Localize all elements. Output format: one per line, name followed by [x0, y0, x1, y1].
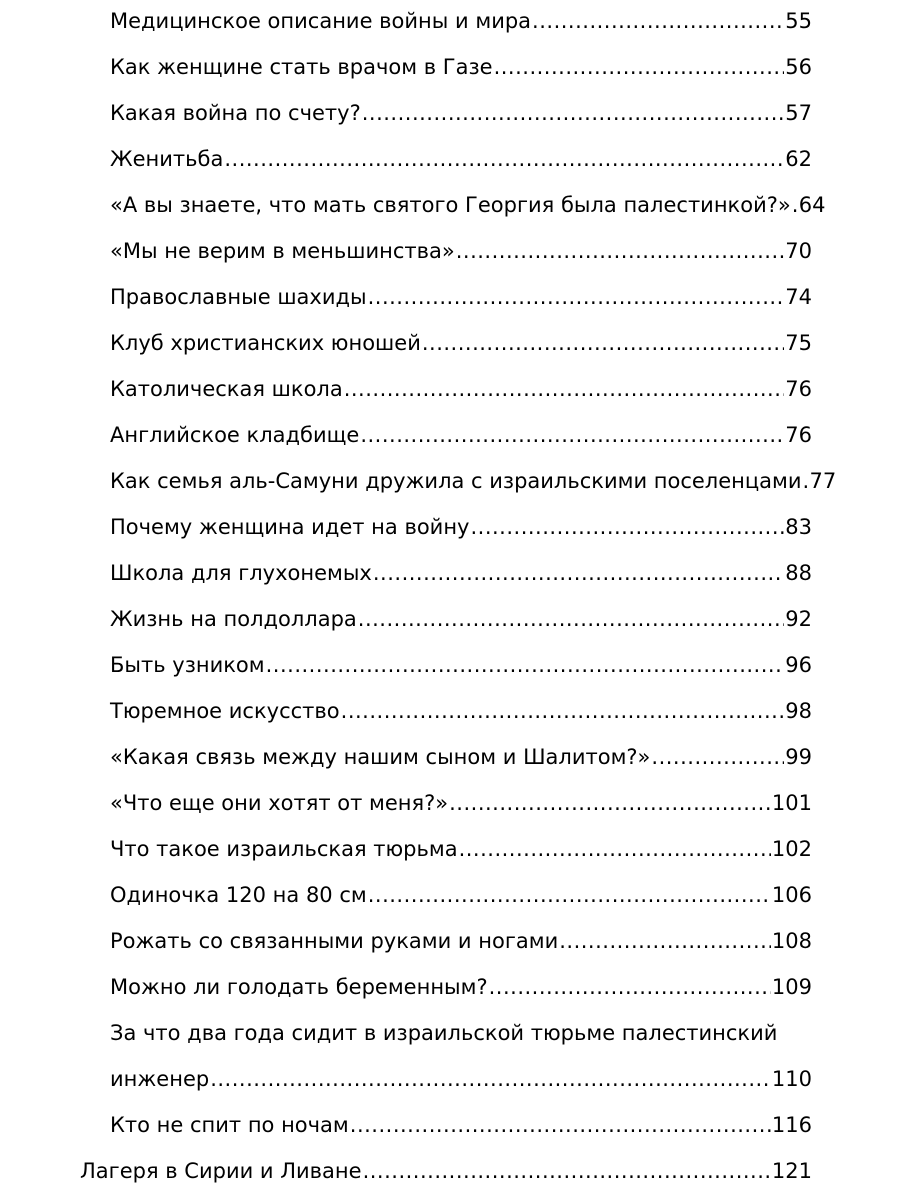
- dot-leader: [532, 6, 784, 36]
- toc-entry-title: За что два года сидит в израильской тюрьме палестинский: [110, 1021, 778, 1045]
- toc-entry-page: 57: [785, 101, 812, 125]
- dot-leader: [422, 328, 784, 358]
- dot-leader: [803, 466, 809, 496]
- toc-entry[interactable]: [110, 144, 812, 174]
- toc-entry-page: 76: [785, 423, 812, 447]
- toc-entry-title: «Мы не верим в меньшинства»: [110, 239, 455, 263]
- toc-entry-title: Рожать со связанными руками и ногами: [110, 929, 559, 953]
- toc-entry[interactable]: [110, 420, 812, 450]
- toc-entry-page: 106: [771, 883, 812, 907]
- dot-leader: [368, 282, 785, 312]
- toc-entry-page: 76: [785, 377, 812, 401]
- toc-entry-page: 92: [785, 607, 812, 631]
- toc-entry-title: «Что еще они хотят от меня?»: [110, 791, 449, 815]
- dot-leader: [651, 742, 784, 772]
- toc-entry[interactable]: [110, 52, 812, 82]
- toc-entry-title: Клуб христианских юношей: [110, 331, 421, 355]
- dot-leader: [363, 1156, 771, 1186]
- toc-section-page: 121: [771, 1159, 812, 1183]
- toc-entry-title: Почему женщина идет на войну: [110, 515, 470, 539]
- dot-leader: [792, 190, 798, 220]
- toc-entry[interactable]: [110, 604, 812, 634]
- dot-leader: [358, 604, 784, 634]
- toc-entry-page: 75: [785, 331, 812, 355]
- toc-entry-title: Медицинское описание войны и мира: [110, 9, 532, 33]
- toc-entry-title: Кто не спит по ночам: [110, 1113, 349, 1137]
- dot-leader: [459, 834, 771, 864]
- toc-entry[interactable]: [110, 972, 812, 1002]
- dot-leader: [449, 788, 771, 818]
- toc-entry-title: Что такое израильская тюрьма: [110, 837, 458, 861]
- toc-entry[interactable]: [110, 328, 812, 358]
- toc-entry-title: Православные шахиды: [110, 285, 367, 309]
- dot-leader: [350, 1110, 771, 1140]
- toc-entry-page: 64: [798, 193, 826, 217]
- toc-entry-continuation[interactable]: [110, 1064, 812, 1094]
- toc-entry[interactable]: [110, 282, 812, 312]
- dot-leader: [559, 926, 771, 956]
- toc-entry[interactable]: [110, 880, 812, 910]
- dot-leader: [489, 972, 771, 1002]
- dot-leader: [456, 236, 785, 266]
- toc-entry-page: 109: [771, 975, 812, 999]
- toc-entry[interactable]: [110, 558, 812, 588]
- toc-entry-page: 102: [771, 837, 812, 861]
- toc-entry-title: Тюремное искусство: [110, 699, 340, 723]
- toc-entry-title: Английское кладбище: [110, 423, 360, 447]
- toc-entry-title: Жизнь на полдоллара: [110, 607, 357, 631]
- toc-section-entry[interactable]: [80, 1156, 812, 1186]
- toc-entry-page: 74: [785, 285, 812, 309]
- toc-entry[interactable]: [110, 190, 826, 220]
- toc-entry-page: 77: [809, 469, 837, 493]
- toc-entry[interactable]: [110, 1110, 812, 1140]
- dot-leader: [470, 512, 784, 542]
- dot-leader: [224, 144, 784, 174]
- toc-entry-title: Как женщине стать врачом в Газе: [110, 55, 493, 79]
- toc-entry[interactable]: [110, 98, 812, 128]
- dot-leader: [368, 880, 771, 910]
- toc-entry-page: 96: [785, 653, 812, 677]
- dot-leader: [373, 558, 784, 588]
- toc-entry[interactable]: [110, 466, 837, 496]
- toc-entry-page: 88: [785, 561, 812, 585]
- toc-entry[interactable]: [110, 926, 812, 956]
- toc-entry-title: инженер: [110, 1067, 210, 1091]
- toc-entry[interactable]: [110, 6, 812, 36]
- toc-entry-title: Одиночка 120 на 80 см: [110, 883, 367, 907]
- toc-entry-page: 116: [771, 1113, 812, 1137]
- toc-entry[interactable]: [110, 696, 812, 726]
- dot-leader: [494, 52, 785, 82]
- dot-leader: [344, 374, 785, 404]
- dot-leader: [362, 98, 785, 128]
- toc-entry-title: Можно ли голодать беременным?: [110, 975, 488, 999]
- dot-leader: [210, 1064, 771, 1094]
- toc-entry-page: 99: [785, 745, 812, 769]
- dot-leader: [360, 420, 784, 450]
- toc-entry-page: 83: [785, 515, 812, 539]
- dot-leader: [266, 650, 785, 680]
- toc-entry[interactable]: [110, 834, 812, 864]
- toc-entry-title: Школа для глухонемых: [110, 561, 372, 585]
- toc-entry-title: Католическая школа: [110, 377, 343, 401]
- toc-entry-wrapped[interactable]: [110, 1018, 812, 1048]
- toc-entry[interactable]: [110, 742, 812, 772]
- toc-entry-page: 62: [785, 147, 812, 171]
- toc-section-title: Лагеря в Сирии и Ливане: [80, 1159, 362, 1183]
- toc-entry-page: 55: [785, 9, 812, 33]
- toc-entry-title: Какая война по счету?: [110, 101, 361, 125]
- toc-entry[interactable]: [110, 236, 812, 266]
- toc-entry[interactable]: [110, 374, 812, 404]
- toc-entry[interactable]: [110, 788, 812, 818]
- toc-entry-page: 98: [785, 699, 812, 723]
- toc-entry-page: 101: [771, 791, 812, 815]
- dot-leader: [341, 696, 785, 726]
- toc-entry-page: 110: [771, 1067, 812, 1091]
- toc-entry-page: 70: [785, 239, 812, 263]
- toc-entry-title: Быть узником: [110, 653, 265, 677]
- toc-entry-title: «А вы знаете, что мать святого Георгия была палестинкой?»: [110, 193, 791, 217]
- toc-entry-page: 108: [771, 929, 812, 953]
- toc-entry-page: 56: [785, 55, 812, 79]
- toc-entry-title: Женитьба: [110, 147, 224, 171]
- toc-entry[interactable]: [110, 512, 812, 542]
- toc-entry-title: «Какая связь между нашим сыном и Шалитом?»: [110, 745, 651, 769]
- toc-entry[interactable]: [110, 650, 812, 680]
- toc-entry-title: Как семья аль-Самуни дружила с израильскими поселенцами: [110, 469, 802, 493]
